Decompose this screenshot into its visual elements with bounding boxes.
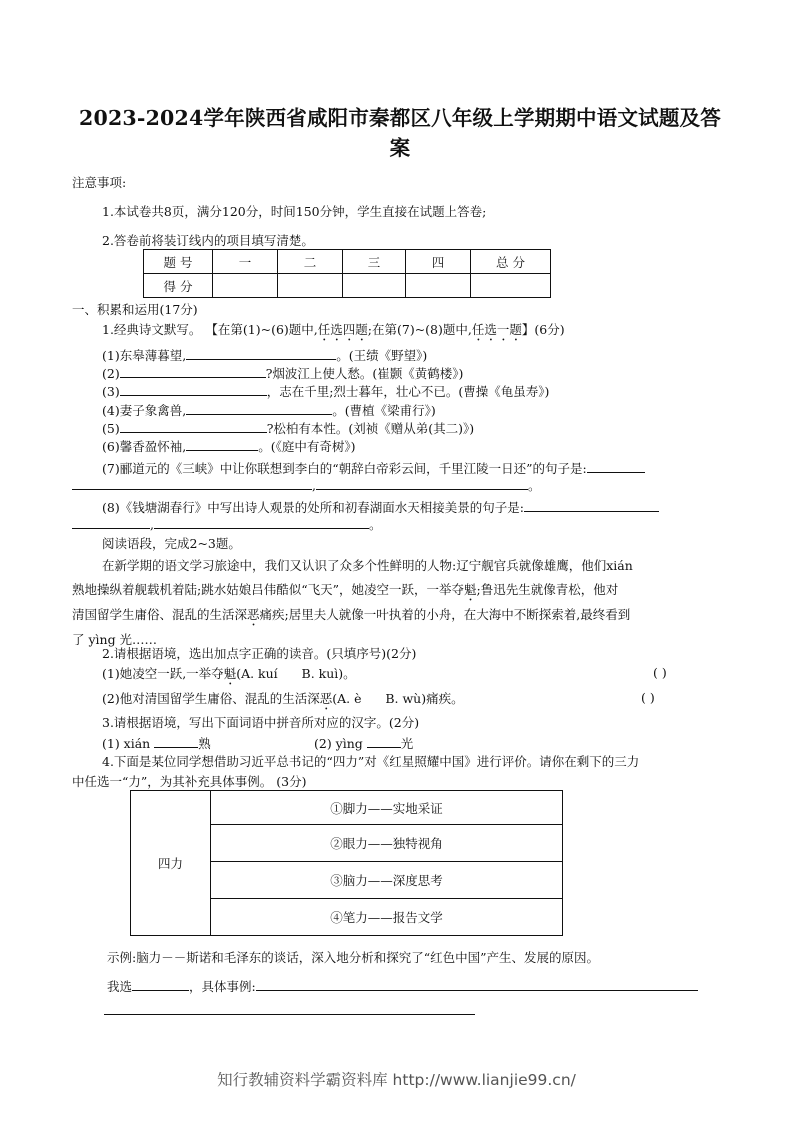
q1-4-source: 。(曹植《梁甫行》) — [332, 403, 436, 418]
answer-blank[interactable] — [186, 401, 332, 415]
question-3: 3.请根据语境，写出下面词语中拼音所对应的汉字。(2分) — [102, 715, 420, 730]
q3-2-char: 光 — [400, 736, 414, 751]
notice-item-2: 2.答卷前将装订线内的项目填写清楚。 — [102, 233, 314, 248]
passage-text: 痛疾;居里夫人就像一叶执着的小舟，在大海中不断探索着,最终看到 — [259, 607, 631, 622]
answer-blank[interactable] — [120, 364, 266, 378]
answer-blank[interactable] — [186, 437, 258, 451]
q1-item-1 — [102, 346, 427, 364]
q1-7-prompt: (7)郦道元的《三峡》中让你联想到李白的“朝辞白帝彩云间，千里江陵一日还”的句子是: — [102, 461, 587, 476]
q1-item-8 — [102, 498, 659, 516]
answer-blank[interactable] — [154, 515, 369, 529]
q1-2-source: ?烟波江上使人愁。(崔颢《黄鹤楼》) — [265, 366, 464, 381]
passage-line — [72, 602, 732, 627]
q1-item-2 — [102, 364, 463, 382]
score-header-cell: 三 — [343, 250, 406, 274]
q1-4-prompt: (4)妻子象禽兽, — [102, 403, 187, 418]
score-table-score-row — [144, 274, 551, 298]
score-blank-cell[interactable] — [343, 274, 406, 298]
title-line-2: 案 — [389, 136, 411, 160]
answer-blank[interactable] — [587, 459, 645, 473]
answer-blank[interactable] — [154, 734, 198, 748]
emphasized-char: 恶 — [319, 691, 333, 706]
score-table — [143, 249, 551, 298]
q1-2-prompt: (2) — [102, 366, 120, 381]
q1-emphasis-choose-one: 任选一题 — [471, 322, 522, 337]
q1-6-source: 。(《庭中有奇树》) — [258, 439, 356, 454]
q2-1-text: (1)她凌空一跃,一举夺 — [102, 666, 224, 681]
answer-paren[interactable]: ( ) — [653, 665, 667, 680]
q1-item-5 — [102, 419, 474, 437]
q1-item-3 — [102, 382, 549, 400]
answer-blank[interactable] — [72, 476, 312, 490]
score-header-cell: 一 — [213, 250, 278, 274]
q3-1-pinyin: (1) xián — [102, 736, 151, 751]
q2-2-text: (2)他对清国留学生庸俗、混乱的生活深 — [102, 691, 320, 706]
q1-intro-part: 1.经典诗文默写。 【在第(1)~(6)题中, — [102, 322, 318, 337]
answer-blank[interactable] — [524, 498, 659, 512]
power-item: ②眼力——独特视角 — [211, 825, 563, 862]
passage-text: ;鲁迅先生就像青松，他对 — [476, 582, 619, 597]
q3-2-pinyin: (2) yìng — [314, 736, 363, 751]
q1-intro-part: 】(6分) — [521, 322, 565, 337]
q1-item-6 — [102, 437, 355, 455]
question-1-intro — [102, 321, 565, 344]
notice-item-1: 1.本试卷共8页，满分120分，时间150分钟，学生直接在试题上答卷; — [102, 204, 487, 219]
score-row-label: 得 分 — [144, 274, 213, 298]
passage-text: 熟地操纵着舰载机着陆;跳水姑娘吕伟酷似“飞天”，她凌空一跃，一举夺 — [72, 582, 464, 597]
score-blank-cell[interactable] — [406, 274, 471, 298]
four-powers-table — [130, 790, 563, 936]
answer-blank[interactable] — [186, 346, 336, 360]
score-header-cell: 二 — [278, 250, 343, 274]
q1-item-4 — [102, 401, 436, 419]
score-blank-cell[interactable] — [471, 274, 551, 298]
q3-1-char: 熟 — [198, 736, 211, 751]
choose-label: 我选 — [107, 979, 133, 994]
comma: , — [312, 478, 316, 493]
score-header-cell: 题 号 — [144, 250, 213, 274]
page-title — [70, 103, 730, 163]
title-line-1: 2023-2024学年陕西省咸阳市秦都区八年级上学期期中语文试题及答 — [79, 106, 721, 130]
answer-paren[interactable]: ( ) — [641, 690, 655, 705]
answer-blank[interactable] — [120, 419, 267, 433]
power-item: ③脑力——深度思考 — [211, 862, 563, 899]
q1-emphasis-choose-four: 任选四题 — [317, 322, 368, 337]
answer-blank[interactable] — [316, 476, 528, 490]
period: 。 — [527, 478, 541, 493]
power-item: ①脚力——实地采证 — [211, 791, 563, 825]
answer-blank[interactable] — [256, 977, 698, 991]
emphasized-char: 魁 — [464, 582, 477, 597]
passage-text: 清国留学生庸俗、混乱的生活深 — [72, 607, 248, 622]
emphasized-char: 魁 — [223, 666, 237, 681]
q1-3-prompt: (3) — [102, 384, 120, 399]
answer-blank[interactable] — [367, 734, 401, 748]
section-1-heading: 一、积累和运用(17分) — [72, 302, 198, 317]
question-4-line-1: 4.下面是某位同学想借助习近平总书记的“四力”对《红星照耀中国》进行评价。请你在剩下的三力 — [102, 754, 640, 769]
footer-watermark: 知行教辅资料学霸资料库 http://www.lianjie99.cn/ — [217, 1071, 576, 1089]
q3-item-2 — [314, 734, 413, 752]
passage-line: 了 yìng 光…… — [72, 632, 158, 647]
answer-blank[interactable] — [72, 515, 150, 529]
q1-3-source: ，志在千里;烈士暮年，壮心不已。(曹操《龟虽寿》) — [266, 384, 550, 399]
emphasized-char: 恶 — [247, 607, 260, 622]
question-4-line-2: 中任选一“力”，为其补充具体事例。 (3分) — [72, 774, 307, 789]
q3-item-1 — [102, 734, 211, 752]
passage-line — [72, 577, 732, 602]
q1-item-7 — [102, 459, 645, 477]
answer-blank-line[interactable] — [104, 1014, 475, 1015]
score-table-header-row — [144, 250, 551, 274]
table-row — [131, 791, 563, 825]
answer-blank[interactable] — [132, 977, 189, 991]
q1-1-prompt: (1)东皋薄暮望, — [102, 348, 187, 363]
q2-item-2 — [102, 690, 464, 713]
q1-8-prompt: (8)《钱塘湖春行》中写出诗人观景的处所和初春湖面水天相接美景的句子是: — [102, 500, 524, 515]
q1-5-prompt: (5) — [102, 421, 120, 436]
reading-instruction: 阅读语段，完成2~3题。 — [102, 536, 241, 551]
score-header-cell: 四 — [406, 250, 471, 274]
period: 。 — [368, 517, 382, 532]
q2-2-options: (A. è B. wù)痛疾。 — [332, 691, 464, 706]
question-2: 2.请根据语境，选出加点字正确的读音。(只填序号)(2分) — [102, 646, 417, 661]
q2-item-1 — [102, 665, 356, 688]
reading-passage — [72, 553, 732, 652]
example-label: ，具体事例: — [189, 979, 256, 994]
q1-item-7-line-2 — [72, 476, 541, 494]
notice-heading: 注意事项: — [72, 175, 127, 190]
q1-6-prompt: (6)馨香盈怀袖, — [102, 439, 187, 454]
q1-item-8-line-2 — [72, 515, 382, 533]
q2-1-options: (A. kuí B. kuì)。 — [236, 666, 356, 681]
power-item: ④笔力——报告文学 — [211, 899, 563, 936]
four-powers-label: 四力 — [131, 791, 211, 936]
q1-intro-part: ;在第(7)~(8)题中, — [367, 322, 472, 337]
score-header-cell: 总 分 — [471, 250, 551, 274]
choose-line — [107, 977, 698, 995]
score-blank-cell[interactable] — [278, 274, 343, 298]
score-blank-cell[interactable] — [213, 274, 278, 298]
q1-5-source: ?松柏有本性。(刘祯《赠从弟(其二)》) — [266, 421, 475, 436]
q1-1-source: 。(王绩《野望》) — [336, 348, 428, 363]
comma: , — [150, 517, 154, 532]
answer-blank[interactable] — [120, 382, 267, 396]
passage-line: 在新学期的语文学习旅途中，我们又认识了众多个性鲜明的人物:辽宁舰官兵就像雄鹰，他们xián — [102, 558, 633, 573]
example-answer: 示例:脑力－－斯诺和毛泽东的谈话，深入地分析和探究了“红色中国”产生、发展的原因。 — [107, 950, 599, 965]
